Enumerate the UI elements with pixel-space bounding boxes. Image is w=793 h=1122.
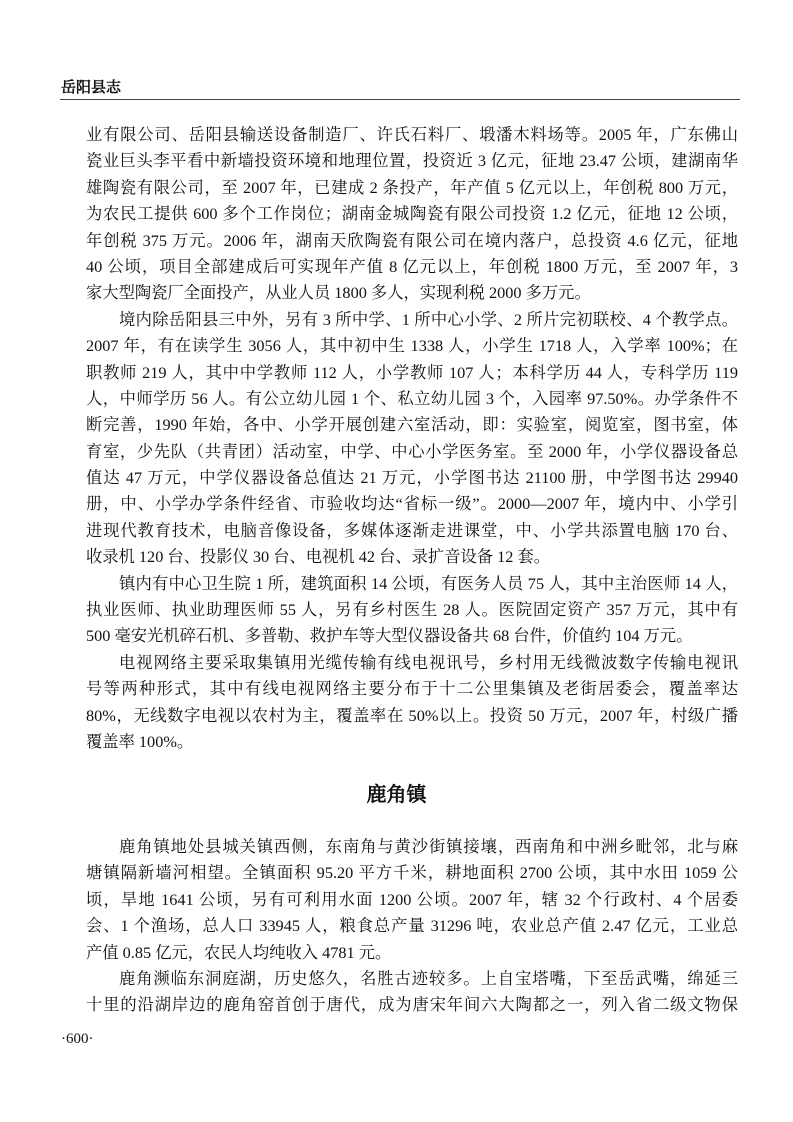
- text-line: 断完善，1990 年始，各中、小学开展创建六室活动，即：实验室，阅览室，图书室，体: [86, 415, 738, 435]
- text-line: 进现代教育技术，电脑音像设备，多媒体逐渐走进课堂，中、小学共添置电脑 170 台、: [86, 520, 738, 540]
- text-line: 业有限公司、岳阳县输送设备制造厂、许氏石料厂、塅潘木料场等。2005 年，广东佛山: [86, 125, 738, 144]
- text-line: 40 公顷，项目全部建成后可实现年产值 8 亿元以上，年创税 1800 万元，至 2007 年，3: [86, 256, 738, 276]
- page-number: ·600·: [61, 1031, 94, 1047]
- text-line: 雄陶瓷有限公司，至 2007 年，已建成 2 条投产，年产值 5 亿元以上，年创税 800 万元，: [86, 177, 738, 197]
- text-line: 册，中、小学办学条件经省、市验收均达“省标一级”。2000—2007 年，境内中、小学引: [86, 494, 738, 514]
- text-line: 育室，少先队（共青团）活动室，中学、中心小学医务室。至 2000 年，小学仪器设备总: [86, 441, 738, 461]
- text-line: 年创税 375 万元。2006 年，湖南天欣陶瓷有限公司在境内落户，总投资 4.6 亿元，征地: [86, 230, 738, 250]
- text-line: 执业医师、执业助理医师 55 人，另有乡村医生 28 人。医院固定资产 357 万元，其中有: [86, 600, 738, 620]
- text-line: 瓷业巨头李平看中新墙投资环境和地理位置，投资近 3 亿元，征地 23.47 公顷，建湖南华: [86, 151, 738, 171]
- paragraph: [86, 122, 738, 307]
- header-rule: [60, 99, 740, 100]
- text-line: 2007 年，有在读学生 3056 人，其中初中生 1338 人，小学生 1718 人，入学率 100%；在: [86, 336, 738, 356]
- paragraph: [86, 650, 738, 756]
- text-line: 鹿角濒临东洞庭湖，历史悠久，名胜古迹较多。上自宝塔嘴，下至岳武嘴，绵延三: [119, 968, 738, 988]
- section-heading: 鹿角镇: [366, 784, 427, 806]
- section-body-1: [86, 122, 738, 755]
- text-line: 产值 0.85 亿元，农民人均纯收入 4781 元。: [86, 942, 392, 962]
- paragraph: [86, 571, 738, 650]
- paragraph: [86, 834, 738, 966]
- text-line: 鹿角镇地处县城关镇西侧，东南角与黄沙街镇接壤，西南角和中洲乡毗邻，北与麻: [119, 837, 738, 856]
- text-line: 覆盖率 100%。: [86, 731, 194, 751]
- text-line: 境内除岳阳县三中外，另有 3 所中学、1 所中心小学、2 所片完初联校、4 个教学点。: [119, 309, 738, 329]
- text-line: 会、1 个渔场，总人口 33945 人，粮食总产量 31296 吨，农业总产值 2.47 亿元，工业总: [86, 916, 738, 936]
- text-line: 镇内有中心卫生院 1 所，建筑面积 14 公顷，有医务人员 75 人，其中主治医师 14 人，: [119, 573, 738, 593]
- text-line: 80%，无线数字电视以农村为主，覆盖率在 50%以上。投资 50 万元，2007 年，村级广播: [86, 705, 738, 725]
- text-line: 人，中师学历 56 人。有公立幼儿园 1 个、私立幼儿园 3 个，入园率 97.50%。办学条件不: [86, 388, 738, 408]
- running-head-title: 岳阳县志: [61, 79, 122, 96]
- text-line: 收录机 120 台、投影仪 30 台、电视机 42 台、录扩音设备 12 套。: [86, 547, 551, 567]
- text-line: 家大型陶瓷厂全面投产，从业人员 1800 多人，实现利税 2000 多万元。: [86, 283, 591, 303]
- text-line: 值达 47 万元，中学仪器设备总值达 21 万元，小学图书达 21100 册，中学图书达 29940: [86, 468, 738, 488]
- text-line: 为农民工提供 600 多个工作岗位；湖南金城陶瓷有限公司投资 1.2 亿元，征地 12 公顷，: [86, 204, 738, 224]
- section-body-2: [86, 834, 738, 1019]
- text-line: 号等两种形式，其中有线电视网络主要分布于十二公里集镇及老街居委会，覆盖率达: [86, 679, 738, 699]
- text-line: 500 毫安光机碎石机、多普勒、救护车等大型仪器设备共 68 台件，价值约 104 万元。: [86, 626, 693, 646]
- text-line: 顷，旱地 1641 公顷，另有可利用水面 1200 公顷。2007 年，辖 32 个行政村、4 个居委: [86, 889, 738, 909]
- text-line: 职教师 219 人，其中中学教师 112 人，小学教师 107 人；本科学历 44 人，专科学历 119: [86, 362, 738, 382]
- text-line: 电视网络主要采取集镇用光缆传输有线电视讯号，乡村用无线微波数字传输电视讯: [119, 652, 738, 672]
- text-line: 十里的沿湖岸边的鹿角窑首创于唐代，成为唐宋年间六大陶都之一，列入省二级文物保: [86, 995, 738, 1015]
- paragraph: [86, 307, 738, 571]
- text-line: 塘镇隔新墙河相望。全镇面积 95.20 平方千米，耕地面积 2700 公顷，其中水田 1059 公: [86, 863, 738, 883]
- paragraph: [86, 966, 738, 1019]
